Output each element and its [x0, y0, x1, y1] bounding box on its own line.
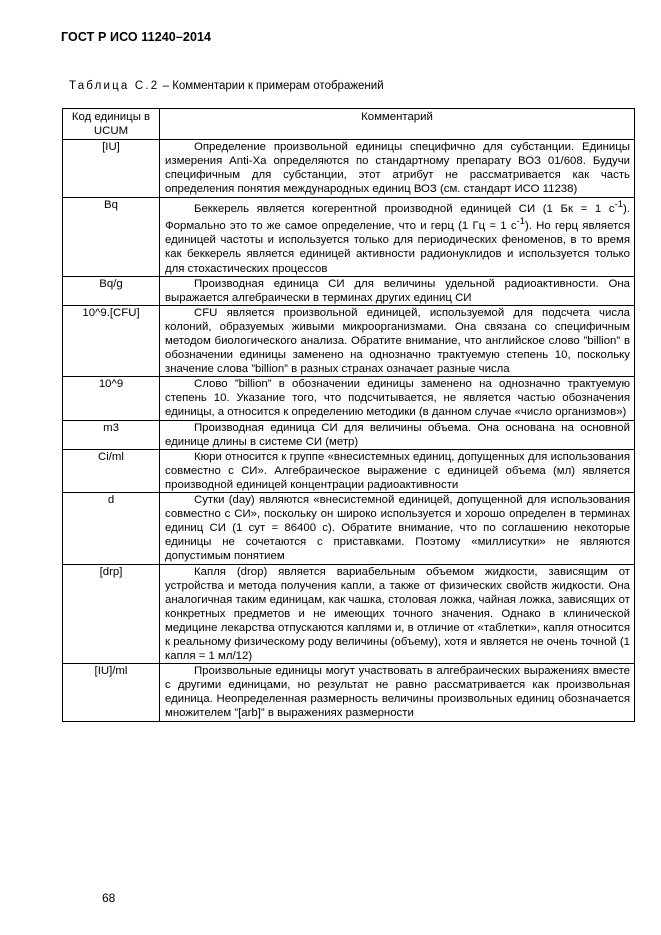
document-header: ГОСТ Р ИСО 11240–2014 — [61, 30, 212, 44]
comment-cell — [160, 197, 635, 276]
table-caption-label: Таблица С.2 — [69, 80, 160, 92]
superscript-exponent: -1 — [614, 198, 624, 210]
column-header-code: Код единицы в UCUM — [63, 109, 160, 140]
comment-cell: Капля (drop) является вариабельным объемом жидкости, зависящим от устройства и метода получения капли, а также от физических свойств жидкости. Она аналогичная таким единицам, как чашка, столовая ложка, чайная ложка, зависящих от конкретных предметов и не имеющих точного значения. Однако в клинической медицине лекарства отпускаются каплями и, в отличие от «таблетки», капля относится к реальному физическому роду величины (объему), хотя и является не очень точной (1 капля = 1 мл/12) — [160, 564, 635, 664]
table-row — [63, 276, 635, 305]
unit-code-cell: [drp] — [63, 564, 160, 664]
comment-cell: Производная единица СИ для величины объема. Она основана на основной единице длины в системе СИ (метр) — [160, 420, 635, 449]
unit-code-cell: [IU] — [63, 140, 160, 197]
column-header-comment: Комментарий — [160, 109, 635, 140]
comment-cell: Произвольные единицы могут участвовать в алгебраических выражениях вместе с другими единицами, но результат не равно рассматривается как произвольная единица. Неопределенная размерность величины произвольных единиц обозначается множителем ”[arb]” в выражениях размерности — [160, 664, 635, 721]
unit-code-cell: Bq — [63, 197, 160, 276]
table-caption — [69, 80, 384, 92]
unit-code-cell: d — [63, 493, 160, 564]
unit-code-cell: Ci/ml — [63, 449, 160, 492]
unit-code-cell: 10^9.[CFU] — [63, 305, 160, 376]
table-row — [63, 305, 635, 376]
table-header-row — [63, 109, 635, 140]
superscript-exponent: -1 — [516, 216, 525, 228]
table-caption-text: Комментарии к примерам отображений — [172, 80, 384, 92]
table-row — [63, 140, 635, 197]
comment-text: ). Формально это то же самое определение, что и герц (1 Гц = 1 с — [165, 202, 630, 233]
comment-cell: Слово ”billion” в обозначении единицы заменено на однозначно трактуемую степень 10. Указание того, что подсчитывается, не является частью обозначения единицы, а относится к определению методики (в данном случае «число организмов») — [160, 377, 635, 420]
table-row — [63, 664, 635, 721]
table-row — [63, 564, 635, 664]
comment-cell: Определение произвольной единицы специфично для субстанции. Единицы измерения Anti-Xa определяются по стандартному препарату ВОЗ 01/608. Будучи специфичным для субстанции, этот атрибут не рассматривается как часть определения понятия международных единиц ВОЗ (см. стандарт ИСО 11238) — [160, 140, 635, 197]
comment-cell: CFU является произвольной единицей, используемой для подсчета числа колоний, образуемых живыми микроорганизмами. Она связана со специфичным методом биологического анализа. Обратите внимание, что английское слово ”billion” в обозначении единицы заменено на однозначно трактуемую степень 10, поскольку значение слова ”billion” в разных странах означает разные числа — [160, 305, 635, 376]
page-number: 68 — [102, 891, 116, 905]
comments-table — [62, 108, 635, 722]
unit-code-cell: 10^9 — [63, 377, 160, 420]
table-row — [63, 197, 635, 276]
unit-code-cell: Bq/g — [63, 276, 160, 305]
table-row — [63, 449, 635, 492]
comment-cell: Кюри относится к группе «внесистемных единиц, допущенных для использования совместно с СИ». Алгебраическое выражение с единицей объема (мл) является производной единицей концентрации радиоактивности — [160, 449, 635, 492]
comment-text: Беккерель является когерентной производной единицей СИ (1 Бк = 1 с — [194, 202, 615, 215]
unit-code-cell: [IU]/ml — [63, 664, 160, 721]
table-row — [63, 493, 635, 564]
comment-cell: Сутки (day) являются «внесистемной единицей, допущенной для использования совместно с СИ», поскольку он широко используется и хорошо определен в терминах единиц СИ (1 сут = 86400 с). Обратите внимание, что по соглашению некоторые единицы не сочетаются с приставками. Поэтому «миллисутки» не являются допустимым понятием — [160, 493, 635, 564]
table-row — [63, 377, 635, 420]
table-caption-dash: – — [159, 80, 173, 92]
table-row — [63, 420, 635, 449]
comment-cell: Производная единица СИ для величины удельной радиоактивности. Она выражается алгебраически в терминах других единиц СИ — [160, 276, 635, 305]
unit-code-cell: m3 — [63, 420, 160, 449]
comment-text: ). Но герц является единицей частоты и используется только для периодических феноменов, в то время как беккерель является единицей активности радионуклидов и используется только для стохастических процессов — [165, 220, 630, 275]
